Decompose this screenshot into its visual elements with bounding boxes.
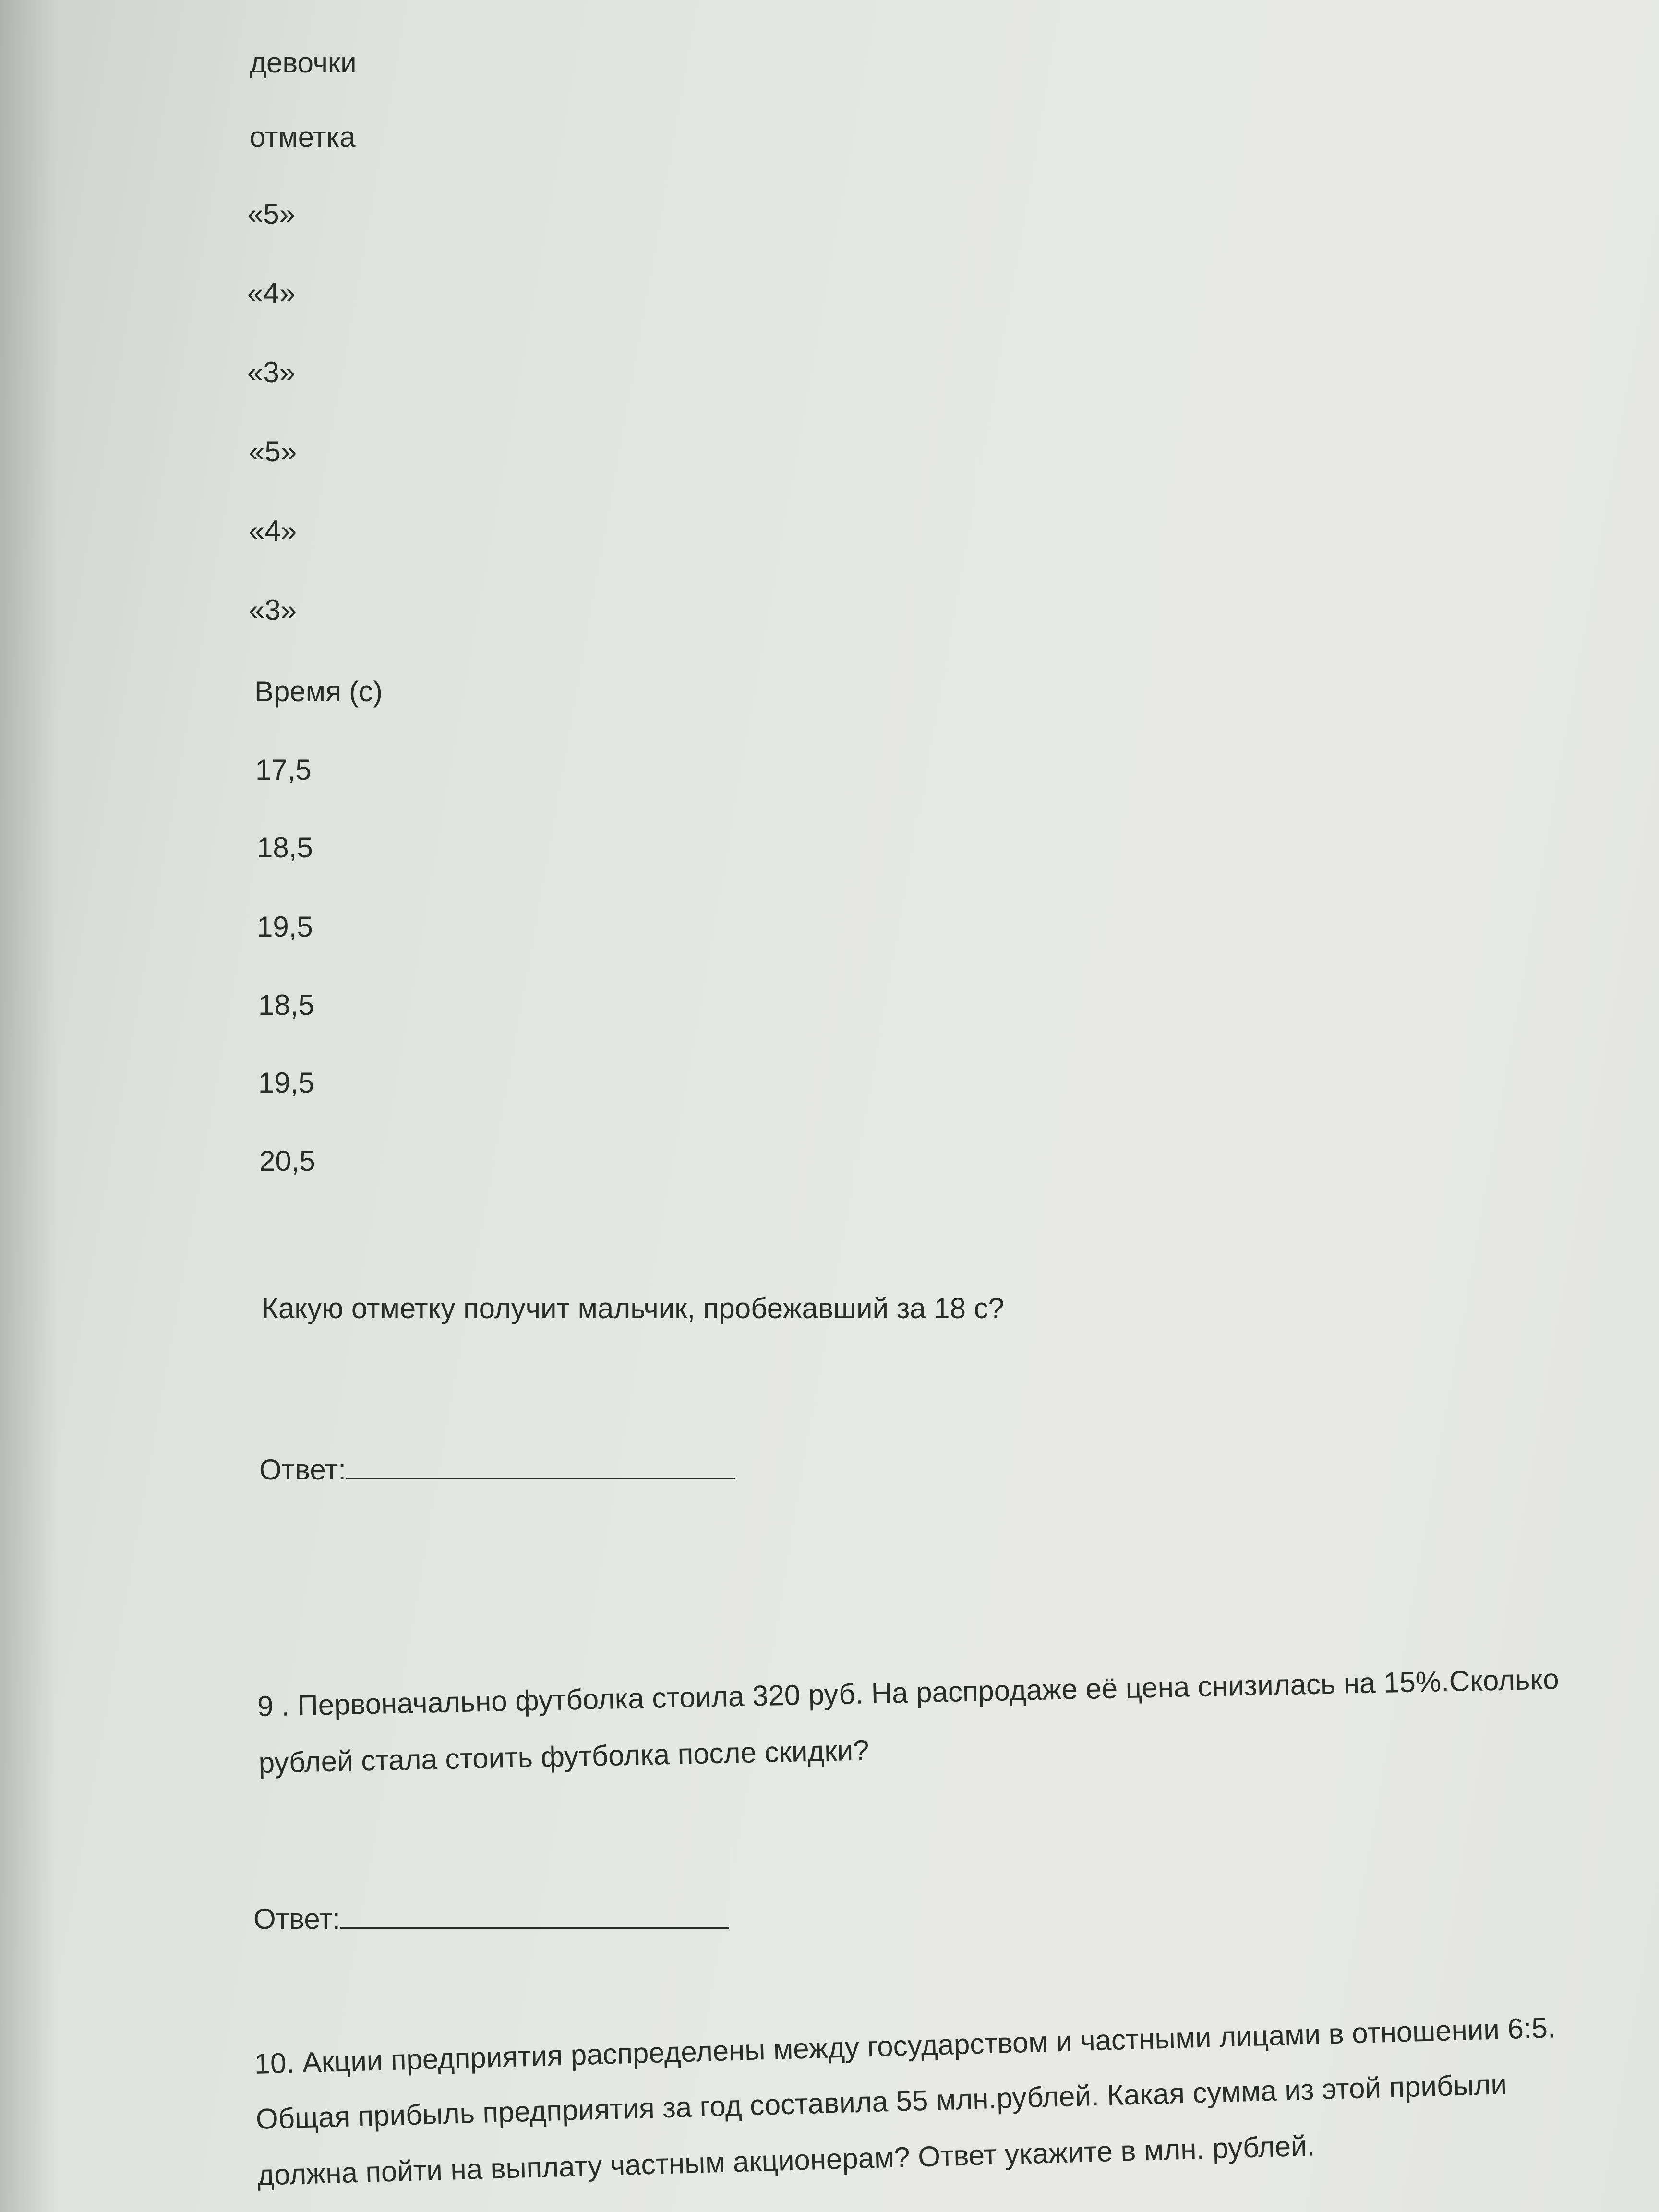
- page-edge-shadow: [0, 0, 58, 2212]
- question-10-line: 10. Акции предприятия распределены между государством и частными лицами в отношении 6:5.: [253, 2011, 1556, 2080]
- table-cell-time: 18,5: [257, 831, 313, 864]
- table-cell-time: 19,5: [258, 1067, 314, 1099]
- question-9-answer: [253, 1901, 729, 1936]
- table-cell-time: 17,5: [255, 754, 312, 786]
- question-10-line: Общая прибыль предприятия за год составила 55 млн.рублей. Какая сумма из этой прибыли: [255, 2068, 1507, 2135]
- answer-label: Ответ:: [259, 1454, 346, 1486]
- table-header-group: девочки: [250, 47, 357, 79]
- table-cell-grade: «5»: [249, 435, 297, 468]
- table-cell-time: 18,5: [258, 989, 314, 1021]
- question-10-line: должна пойти на выплату частным акционерам? Ответ укажите в млн. рублей.: [257, 2129, 1316, 2191]
- table-row-label-grade: отметка: [250, 121, 356, 153]
- table-cell-grade: «3»: [247, 356, 296, 388]
- answer-label: Ответ:: [253, 1903, 340, 1935]
- answer-blank-line: [340, 1901, 729, 1929]
- question-9-line: 9 . Первоначально футболка стоила 320 руб. На распродаже её цена снизилась на 15%.Сколько: [257, 1663, 1560, 1722]
- table-cell-time: 19,5: [257, 911, 313, 943]
- answer-blank-line: [346, 1452, 735, 1479]
- question-8-text: Какую отметку получит мальчик, пробежавший за 18 с?: [262, 1292, 1005, 1324]
- table-cell-grade: «4»: [249, 515, 297, 547]
- table-cell-grade: «4»: [247, 277, 296, 309]
- question-8-answer: [259, 1452, 735, 1487]
- table-cell-time: 20,5: [259, 1145, 315, 1177]
- question-9-line: рублей стала стоить футболка после скидки?: [258, 1734, 870, 1779]
- table-cell-grade: «3»: [249, 594, 297, 626]
- table-row-label-time: Время (с): [254, 675, 383, 708]
- table-cell-grade: «5»: [247, 198, 296, 230]
